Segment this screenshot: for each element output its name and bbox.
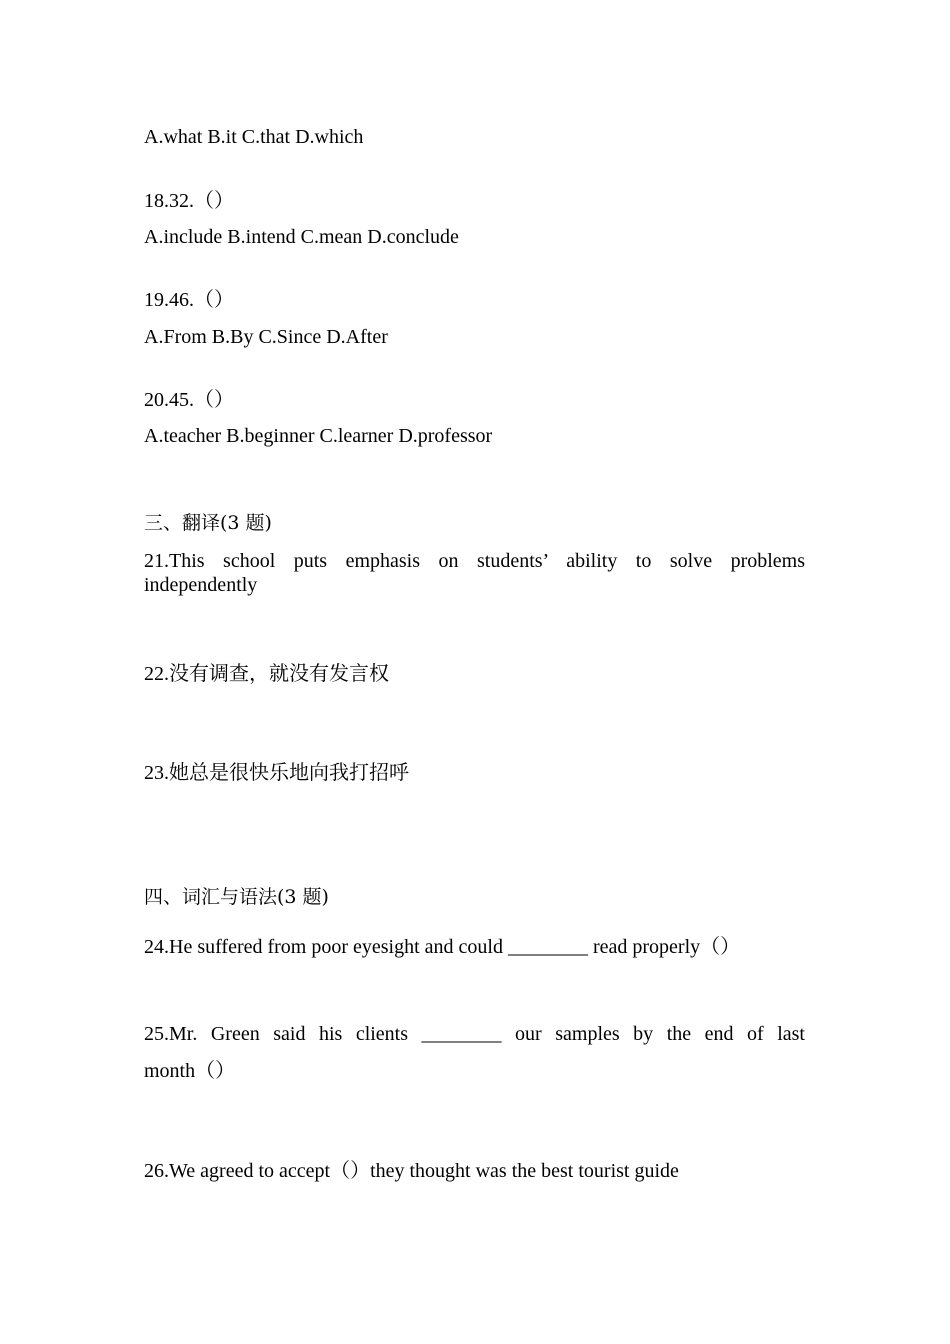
q24: 24.He suffered from poor eyesight and could ________ read properly（）	[144, 936, 741, 958]
q23	[144, 760, 409, 785]
section3-heading: 三、翻译(3 题)	[144, 512, 272, 534]
q21-line1: 21.This school puts emphasis on students’ ability to solve problems	[144, 550, 805, 572]
q20-options: A.teacher B.beginner C.learner D.professor	[144, 425, 493, 447]
q21-line2: independently	[144, 574, 258, 596]
q20-number: 20.45.（）	[144, 389, 234, 411]
q18-options: A.include B.intend C.mean D.conclude	[144, 226, 459, 248]
q18-number: 18.32.（）	[144, 190, 234, 212]
q25-line1: 25.Mr. Green said his clients ________ our samples by the end of last	[144, 1023, 805, 1045]
q22-number: 22.	[144, 663, 169, 685]
q23-text: 她总是很快乐地向我打招呼	[169, 760, 409, 784]
q25-line2: month（）	[144, 1060, 236, 1082]
q19-options: A.From B.By C.Since D.After	[144, 326, 388, 348]
q22-text: 没有调查，就没有发言权	[169, 661, 389, 685]
q26: 26.We agreed to accept（）they thought was the best tourist guide	[144, 1160, 679, 1182]
q23-number: 23.	[144, 762, 169, 784]
q19-number: 19.46.（）	[144, 289, 234, 311]
q22	[144, 661, 389, 686]
q17-options: A.what B.it C.that D.which	[144, 126, 364, 148]
section4-heading: 四、词汇与语法(3 题)	[144, 886, 329, 908]
